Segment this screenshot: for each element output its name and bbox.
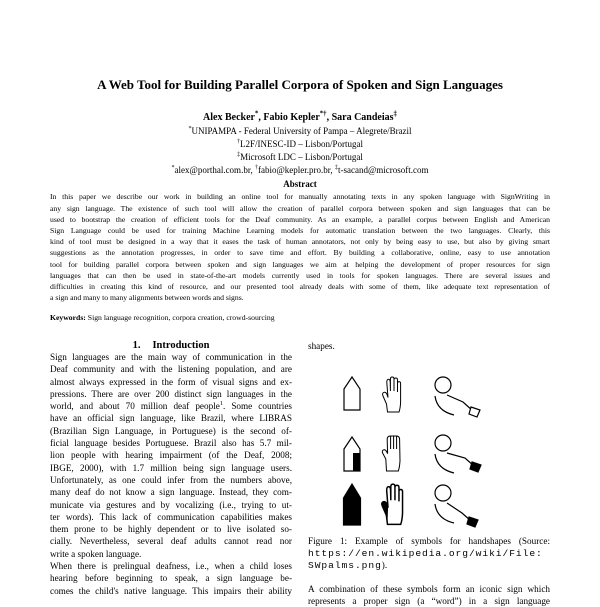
author-affiliation-mark: * bbox=[254, 110, 259, 118]
affiliation-mark: * bbox=[188, 125, 192, 132]
body-line-text: world, and about 70 million deaf people bbox=[50, 401, 220, 412]
abstract-line: In this paper we describe our work in building an online tool for manually annotating texts in any spoken language with SignWriting in bbox=[50, 192, 550, 202]
affiliation-text: Microsoft LDC – Lisbon/Portugal bbox=[240, 151, 363, 162]
abstract-line: any sign language. The existence of such tool will allow the creation of parallel corpora between spoken and sign languages that can be bbox=[50, 203, 550, 213]
paper-title: A Web Tool for Building Parallel Corpora of Spoken and Sign Languages bbox=[97, 77, 503, 92]
email-mark: * bbox=[171, 164, 175, 171]
email-line bbox=[0, 164, 600, 177]
person-arm-back-icon bbox=[435, 485, 478, 527]
body-line-cut-off: represents a proper sign (a “word”) in a sign language bbox=[308, 595, 550, 606]
hand-side-icon bbox=[382, 436, 400, 471]
figure-caption-url-line bbox=[308, 559, 550, 572]
hand-back-icon bbox=[382, 484, 403, 524]
abstract-line: suggestions as the annotation progresses, in order to save time and effort. By building a collaborative, online, easy to use annotation bbox=[50, 248, 550, 258]
person-arm-palm-icon bbox=[435, 377, 480, 417]
body-line: When there is prelingual deafness, i.e., when a child loses bbox=[50, 561, 292, 572]
abstract-line: difficulties in creating this kind of resource, and our presented tool already deals with some of them, like adequate text representation of bbox=[50, 281, 550, 291]
caption-end: ). bbox=[381, 560, 388, 570]
affiliation-line bbox=[0, 151, 600, 164]
handshape-figure bbox=[308, 365, 550, 530]
author-affiliation-mark: *† bbox=[319, 110, 327, 118]
affiliation-text: UNIPAMPA - Federal University of Pampa – Alegrete/Brazil bbox=[191, 125, 412, 136]
body-line: have an official sign language, like Brazil, where LIBRAS bbox=[50, 413, 292, 424]
author-list bbox=[0, 111, 600, 124]
abstract-line: languages that can then be used in state-of-the-art models currently used in tools for spoken languages. There are several issues and bbox=[50, 270, 550, 280]
affiliation-mark: ‡ bbox=[237, 151, 241, 158]
pentagon-outline-icon bbox=[344, 377, 360, 410]
body-line: pressions. There are over 200 distinct sign languages in the bbox=[50, 388, 292, 399]
author-separator: , bbox=[258, 112, 264, 123]
section-number: 1. bbox=[132, 340, 141, 351]
pentagon-filled-icon bbox=[344, 484, 361, 525]
figure-caption-line: Figure 1: Example of symbols for handshapes (Source: bbox=[308, 536, 550, 546]
pentagon-half-filled-icon bbox=[344, 437, 360, 471]
author-separator: , bbox=[326, 112, 332, 123]
author-name: Fabio Kepler bbox=[263, 112, 320, 123]
keywords-label: Keywords: bbox=[50, 313, 86, 323]
body-line: Unfortunately, as one could infer from the numbers above, bbox=[50, 474, 292, 485]
intro-body bbox=[50, 351, 292, 597]
body-line: ficial language besides Portuguese. Brazil also has 5.7 mil- bbox=[50, 438, 292, 449]
body-line: (Brazilian Sign Language, in Portuguese) is the second of- bbox=[50, 425, 292, 436]
email-mark: ‡ bbox=[334, 164, 338, 171]
right-column-lead: shapes. bbox=[308, 341, 335, 351]
caption-url: https://en.wikipedia.org/wiki/File: bbox=[308, 548, 543, 559]
keywords-line bbox=[50, 312, 550, 323]
body-line: them prone to be highly dependent or to live isolated so- bbox=[50, 524, 292, 535]
body-line: lion people with hearing impairment (of the Deaf, 2008; bbox=[50, 450, 292, 461]
email-address: fabio@kepler.pro.br, bbox=[258, 164, 335, 175]
abstract-body bbox=[50, 191, 550, 303]
body-line-text: . Some countries bbox=[222, 401, 292, 412]
affiliation-line bbox=[0, 138, 600, 151]
footnote-mark: 1 bbox=[219, 400, 223, 408]
abstract-line: kind of tool must be designed in a way that it eases the task of human annotators, not only by being easy to use, but also by giving smart bbox=[50, 237, 550, 247]
body-line: municate via gestures and by vocalizing (i.e., trying to ut- bbox=[50, 499, 292, 510]
affiliation-mark: † bbox=[236, 138, 241, 145]
body-line: ter words). This lack of communication capabilities makes bbox=[50, 511, 292, 522]
email-mark: † bbox=[254, 164, 259, 171]
affiliation-text: L2F/INESC-ID – Lisbon/Portugal bbox=[240, 138, 364, 149]
person-arm-side-icon bbox=[435, 435, 481, 473]
body-line: Sign languages are the main way of communication in the bbox=[50, 352, 292, 362]
body-line: IBGE, 2000), with 1.7 million being sign language users. bbox=[50, 462, 292, 473]
body-line: cially. Nevertheless, several deaf adults cannot read nor bbox=[50, 536, 292, 547]
section-title: Introduction bbox=[152, 340, 210, 351]
keywords-text: Sign language recognition, corpora creation, crowd-sourcing bbox=[85, 313, 275, 323]
body-line-with-footnote bbox=[50, 400, 292, 412]
author-name: Sara Candeias bbox=[331, 112, 394, 123]
email-address: alex@porthal.com.br, bbox=[174, 164, 255, 175]
email-address: t-sacand@microsoft.com bbox=[337, 164, 429, 175]
affiliation-line bbox=[0, 125, 600, 138]
abstract-heading: Abstract bbox=[283, 178, 317, 189]
caption-url: SWpalms.png bbox=[308, 560, 382, 571]
body-line: many deaf do not know a sign language. Instead, they com- bbox=[50, 487, 292, 498]
author-affiliation-mark: ‡ bbox=[393, 110, 397, 118]
body-line: hearing before beginning to speak, a sign language be- bbox=[50, 573, 292, 584]
abstract-line: Sign Language could be used for training Machine Learning models for automatic translation between the two languages. Clearly, this bbox=[50, 225, 550, 235]
body-line: almost always expressed in the form of visual signs and ex- bbox=[50, 376, 292, 387]
author-name: Alex Becker bbox=[203, 112, 255, 123]
body-line: A combination of these symbols form an iconic sign which bbox=[308, 583, 550, 594]
abstract-line: tool for building parallel corpora between spoken and sign languages we aim at helping the development of proper resources for sign bbox=[50, 259, 550, 269]
abstract-line: used to bootstrap the creation of efficient tools for the Deaf community. As an example, a parallel corpus between English and American bbox=[50, 214, 550, 224]
abstract-line: a sign and many to many alignments between words and signs. bbox=[50, 293, 244, 303]
body-line: comes the child's native language. This impairs their ability bbox=[50, 585, 292, 596]
body-line: Deaf community and with the listening population, and are bbox=[50, 364, 292, 375]
body-line: write a spoken language. bbox=[50, 548, 142, 559]
hand-palm-icon bbox=[383, 377, 401, 412]
